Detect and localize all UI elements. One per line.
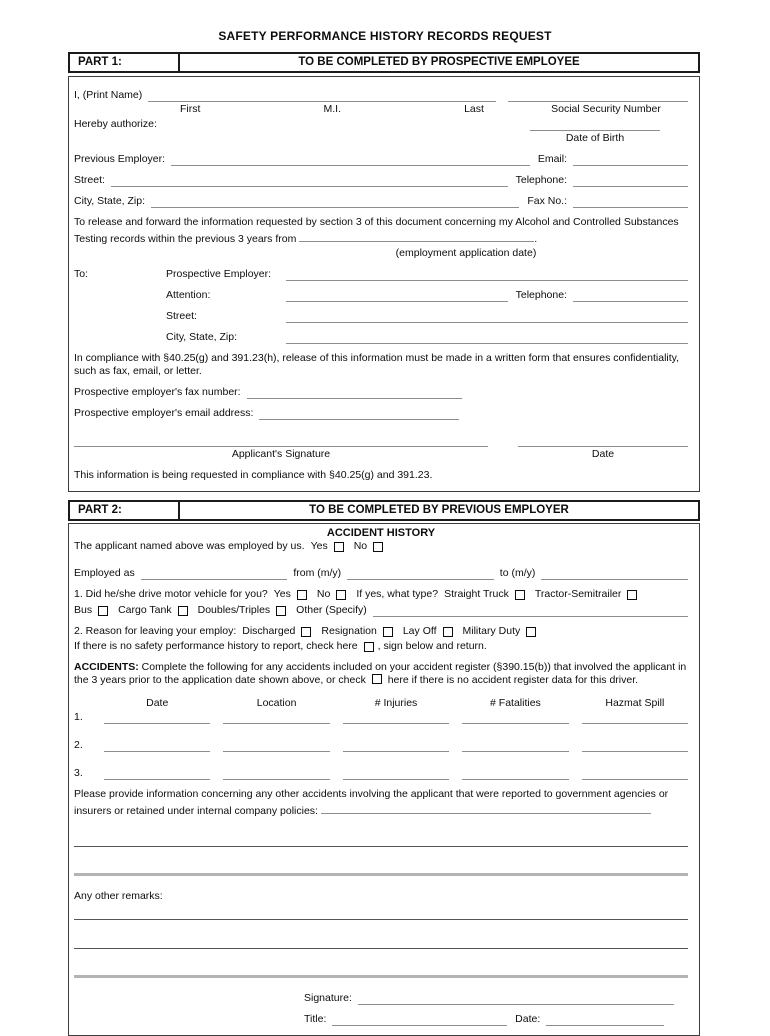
city-state-zip-field[interactable] <box>151 195 519 208</box>
accident1-location-field[interactable] <box>223 710 329 724</box>
employer-title-field[interactable] <box>332 1013 507 1026</box>
accident2-location-field[interactable] <box>223 738 329 752</box>
employment-date-caption: (employment application date) <box>395 247 537 259</box>
no-history-post: , sign below and return. <box>377 640 487 652</box>
q2-discharged-label: Discharged <box>242 625 296 637</box>
q1-text: 1. Did he/she drive motor vehicle for you? <box>74 588 268 600</box>
col-header-fatalities: # Fatalities <box>490 697 541 709</box>
accident2-fatalities-field[interactable] <box>462 738 568 752</box>
part2-section <box>68 523 700 1036</box>
accident1-hazmat-field[interactable] <box>582 710 688 724</box>
prospective-city-label: City, State, Zip: <box>166 331 237 343</box>
release-text: To release and forward the information requested by section 3 of this document concerning my Alcohol and Controlled Substances Testing records within the previous 3 years from <box>74 216 679 245</box>
fax-number-field[interactable] <box>247 386 462 399</box>
employer-date-label: Date: <box>515 1013 541 1025</box>
title-label: Title: <box>304 1013 327 1025</box>
employed-as-field[interactable] <box>141 567 288 580</box>
fax-no-label: Fax No.: <box>527 195 567 207</box>
print-name-field[interactable] <box>148 89 496 102</box>
from-my-field[interactable] <box>347 567 494 580</box>
to-label: To: <box>74 268 89 280</box>
writing-line[interactable] <box>74 846 688 847</box>
attention-label: Attention: <box>166 289 211 301</box>
print-name-label: I, (Print Name) <box>74 89 143 101</box>
other-accidents-field[interactable] <box>321 801 651 814</box>
checkbox-q1-yes[interactable] <box>297 590 307 600</box>
checkbox-employed-yes[interactable] <box>334 542 344 552</box>
col-header-date: Date <box>146 697 169 709</box>
checkbox-discharged[interactable] <box>301 627 311 637</box>
col-header-injuries: # Injuries <box>374 697 418 709</box>
row-number: 2. <box>74 739 83 751</box>
part1-heading: TO BE COMPLETED BY PROSPECTIVE EMPLOYEE <box>298 56 580 68</box>
accident-table-header <box>74 697 688 710</box>
to-my-label: to (m/y) <box>499 567 536 579</box>
telephone-field[interactable] <box>573 174 688 187</box>
checkbox-tractor-semitrailer[interactable] <box>627 590 637 600</box>
writing-line[interactable] <box>74 873 688 876</box>
q2-layoff-label: Lay Off <box>402 625 437 637</box>
fax-number-label: Prospective employer's fax number: <box>74 386 241 398</box>
email-address-field[interactable] <box>259 407 459 420</box>
prospective-employer-field[interactable] <box>286 268 688 281</box>
date-caption: Date <box>591 448 615 460</box>
applicant-signature-field[interactable] <box>74 434 488 447</box>
from-my-label: from (m/y) <box>293 567 342 579</box>
other-accidents-paragraph <box>74 788 688 818</box>
street-label: Street: <box>74 174 105 186</box>
name-caption-row <box>74 102 688 116</box>
other-accidents-text: Please provide information concerning any other accidents involving the applicant that were reported to government agencies or insurers or retained under internal company policies: <box>74 788 669 817</box>
accident-row-2 <box>74 738 688 752</box>
previous-employer-field[interactable] <box>171 153 530 166</box>
q1-no-label: No <box>316 588 331 600</box>
checkbox-cargo-tank[interactable] <box>178 606 188 616</box>
release-period: . <box>534 233 538 245</box>
email-label: Email: <box>537 153 567 165</box>
employed-no-label: No <box>353 540 368 552</box>
ssn-caption: Social Security Number <box>551 103 661 115</box>
prospective-street-label: Street: <box>166 310 197 322</box>
accident1-date-field[interactable] <box>104 710 210 724</box>
signature-date-field[interactable] <box>518 434 688 447</box>
signature-caption-row <box>74 447 688 461</box>
checkbox-employed-no[interactable] <box>373 542 383 552</box>
remarks-line[interactable] <box>74 919 688 920</box>
checkbox-resignation[interactable] <box>383 627 393 637</box>
part2-label: PART 2: <box>70 502 180 519</box>
employer-date-field[interactable] <box>546 1013 664 1026</box>
q1-other-label: Other (Specify) <box>296 604 367 616</box>
remarks-line[interactable] <box>74 948 688 949</box>
email-field[interactable] <box>573 153 688 166</box>
prospective-telephone-label: Telephone: <box>515 289 567 301</box>
accidents-post: here if there is no accident register data for this driver. <box>387 674 639 686</box>
compliance-paragraph: In compliance with §40.25(g) and 391.23(h), release of this information must be made in a written form that ensures confidentiality, such as fax, email, or letter. <box>74 352 680 377</box>
fax-no-field[interactable] <box>573 195 688 208</box>
q1-cargo-label: Cargo Tank <box>118 604 172 616</box>
accident3-fatalities-field[interactable] <box>462 766 568 780</box>
part2-heading: TO BE COMPLETED BY PREVIOUS EMPLOYER <box>309 504 569 516</box>
checkbox-straight-truck[interactable] <box>515 590 525 600</box>
dob-caption: Date of Birth <box>565 132 625 144</box>
document-title: SAFETY PERFORMANCE HISTORY RECORDS REQUEST <box>218 29 552 43</box>
checkbox-q1-no[interactable] <box>336 590 346 600</box>
accident3-date-field[interactable] <box>104 766 210 780</box>
prospective-city-field[interactable] <box>286 331 688 344</box>
part1-section <box>68 76 700 492</box>
checkbox-no-history[interactable] <box>364 642 374 652</box>
checkbox-bus[interactable] <box>98 606 108 616</box>
dob-field[interactable] <box>530 118 660 131</box>
mi-caption: M.I. <box>323 103 341 115</box>
col-header-location: Location <box>256 697 297 709</box>
accidents-pre: Complete the following for any accidents included on your accident register (§390.15(b)) that involved the applicant in the 3 years prior to the application date shown above, or check <box>74 661 687 686</box>
prospective-telephone-field[interactable] <box>573 289 688 302</box>
last-caption: Last <box>464 103 484 115</box>
hereby-authorize-label: Hereby authorize: <box>74 118 157 130</box>
employed-yes-label: Yes <box>310 540 328 552</box>
release-paragraph <box>74 216 688 246</box>
remarks-label: Any other remarks: <box>74 890 163 902</box>
employer-signature-field[interactable] <box>358 992 674 1005</box>
part1-label: PART 1: <box>70 54 180 71</box>
employer-signature-block <box>304 992 688 1026</box>
row-number: 3. <box>74 767 83 779</box>
prospective-street-field[interactable] <box>286 310 688 323</box>
accident1-injuries-field[interactable] <box>343 710 449 724</box>
first-caption: First <box>180 103 201 115</box>
checkbox-military-duty[interactable] <box>526 627 536 637</box>
form-area <box>68 52 700 1036</box>
prospective-employer-label: Prospective Employer: <box>166 268 272 280</box>
part1-footer: This information is being requested in compliance with §40.25(g) and 391.23. <box>74 469 433 481</box>
part2-header <box>68 500 700 521</box>
accident2-hazmat-field[interactable] <box>582 738 688 752</box>
telephone-label: Telephone: <box>515 174 567 186</box>
email-address-label: Prospective employer's email address: <box>74 407 254 419</box>
accident2-date-field[interactable] <box>104 738 210 752</box>
no-history-pre: If there is no safety performance history to report, check here <box>74 640 358 652</box>
accident1-fatalities-field[interactable] <box>462 710 568 724</box>
part1-header <box>68 52 700 73</box>
checkbox-no-accident-register[interactable] <box>372 674 382 684</box>
q1-yes-label: Yes <box>273 588 291 600</box>
q2-text: 2. Reason for leaving your employ: <box>74 625 237 637</box>
accident-row-3 <box>74 766 688 780</box>
to-my-field[interactable] <box>541 567 688 580</box>
accident-row-1 <box>74 710 688 724</box>
q2-resignation-label: Resignation <box>321 625 377 637</box>
accidents-paragraph <box>74 661 688 687</box>
checkbox-layoff[interactable] <box>443 627 453 637</box>
accident2-injuries-field[interactable] <box>343 738 449 752</box>
q1-bus-label: Bus <box>74 604 93 616</box>
signature-label: Signature: <box>304 992 352 1004</box>
attention-field[interactable] <box>286 289 508 302</box>
accident3-location-field[interactable] <box>223 766 329 780</box>
employed-as-label: Employed as <box>74 567 135 579</box>
q1-doubles-label: Doubles/Triples <box>197 604 271 616</box>
q1-type-text: If yes, what type? <box>356 588 439 600</box>
name-captions <box>162 102 524 116</box>
accidents-label: ACCIDENTS: <box>74 661 139 673</box>
accident3-hazmat-field[interactable] <box>582 766 688 780</box>
checkbox-doubles-triples[interactable] <box>276 606 286 616</box>
q1-tractor-label: Tractor-Semitrailer <box>534 588 622 600</box>
applicant-signature-caption: Applicant's Signature <box>231 448 331 460</box>
accident3-injuries-field[interactable] <box>343 766 449 780</box>
previous-employer-label: Previous Employer: <box>74 153 166 165</box>
col-header-hazmat: Hazmat Spill <box>605 697 665 709</box>
row-number: 1. <box>74 711 83 723</box>
accident-history-heading: ACCIDENT HISTORY <box>326 527 436 539</box>
employment-application-date-field[interactable] <box>299 229 534 242</box>
q1-straight-truck-label: Straight Truck <box>444 588 509 600</box>
street-field[interactable] <box>111 174 508 187</box>
employed-statement: The applicant named above was employed by us. <box>74 540 305 552</box>
dob-caption-row <box>74 131 688 145</box>
ssn-field[interactable] <box>508 89 688 102</box>
remarks-line[interactable] <box>74 975 688 978</box>
other-specify-field[interactable] <box>373 604 688 617</box>
city-state-zip-label: City, State, Zip: <box>74 195 145 207</box>
q2-military-label: Military Duty <box>462 625 521 637</box>
